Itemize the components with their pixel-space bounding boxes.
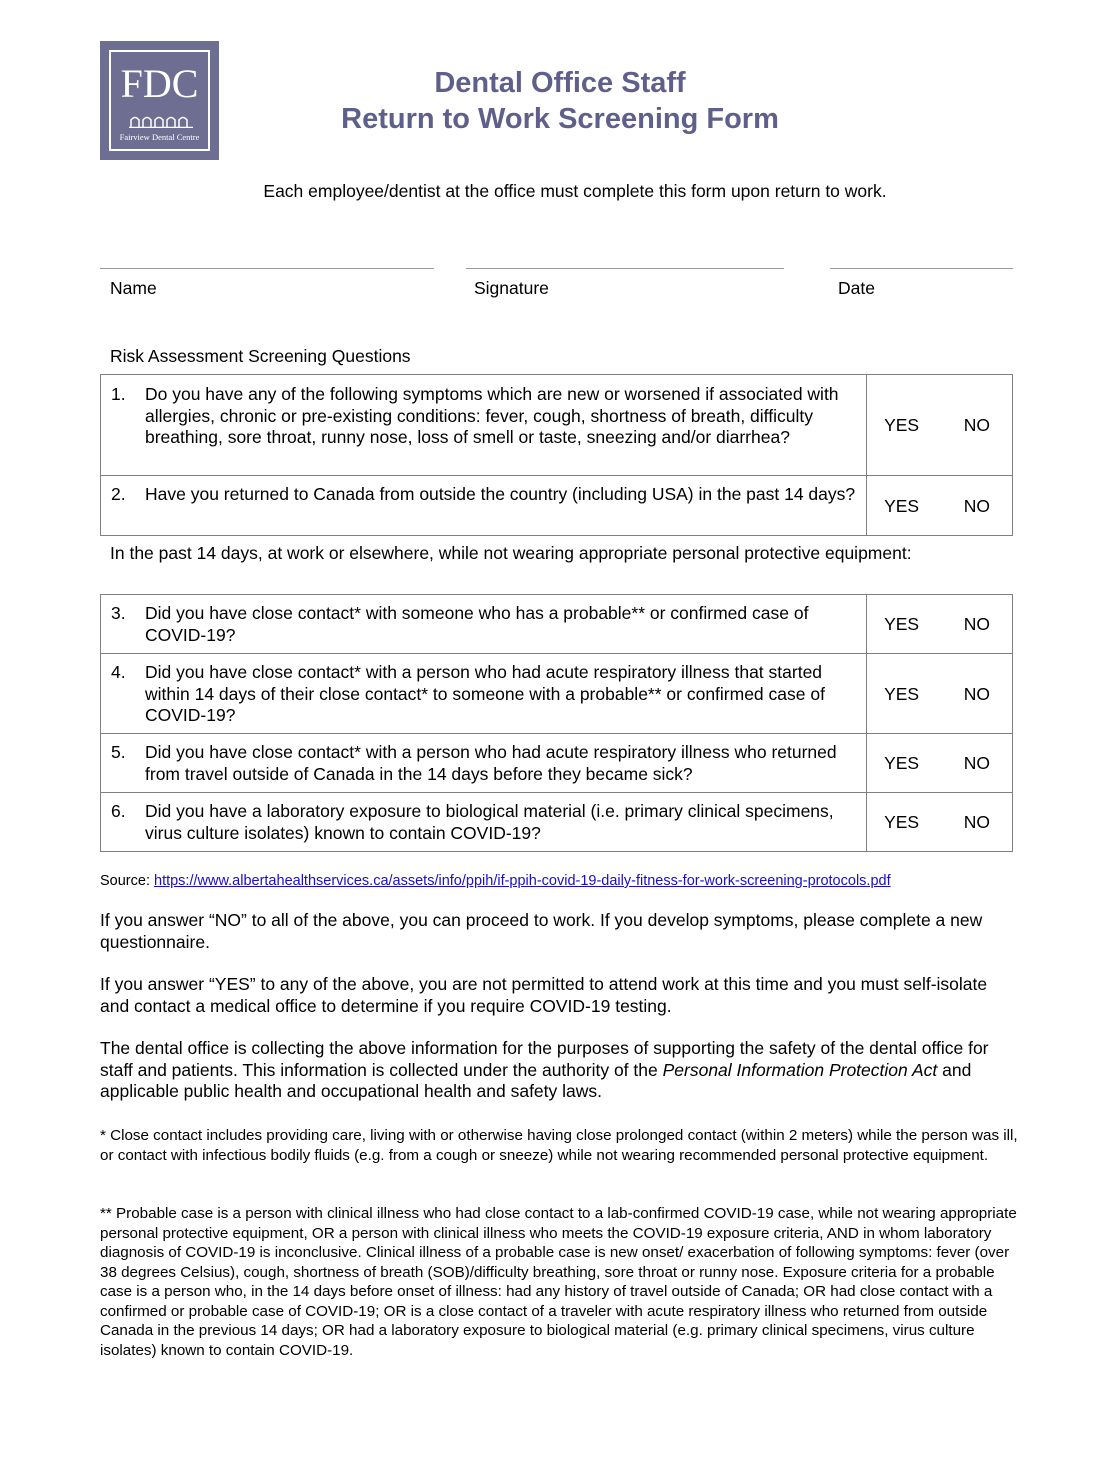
yes-option[interactable]: YES <box>884 753 920 773</box>
question-row <box>101 734 1013 793</box>
fdc-logo <box>100 41 219 160</box>
question-row <box>101 654 1013 734</box>
page-title-line1: Dental Office Staff <box>434 67 686 99</box>
yes-option[interactable]: YES <box>884 495 920 516</box>
no-option[interactable]: NO <box>963 683 990 704</box>
signature-label: Signature <box>474 278 549 298</box>
page-title-line2: Return to Work Screening Form <box>341 103 779 135</box>
question-number: 1. <box>111 384 126 404</box>
privacy-act-name: Personal Information Protection Act <box>662 1059 938 1080</box>
question-text: Do you have any of the following symptoms which are new or worsened if associated with allergies, chronic or pre-existing conditions: fever, cough, shortness of breath, difficulty breathing, sore throat, runny nose, loss of smell or taste, sneezing and/or diarrhea? <box>145 384 839 447</box>
question-number: 2. <box>111 484 126 504</box>
question-text: Did you have close contact* with someone who has a probable** or confirmed case of COVID-19? <box>145 603 809 645</box>
question-text: Did you have close contact* with a person who had acute respiratory illness that started within 14 days of their close contact* to someone with a probable** or confirmed case of COVID-19? <box>145 662 825 725</box>
yes-option[interactable]: YES <box>884 415 920 435</box>
privacy-text-start: The dental office is collecting the above information for the purposes of supporting the safety of the dental office for staff and patients. This information is collected under the authority of the <box>100 1038 989 1080</box>
question-number: 6. <box>111 801 126 821</box>
answer-yes-paragraph: If you answer “YES” to any of the above, you are not permitted to attend work at this time and you must self-isolate and contact a medical office to determine if you require COVID-19 testing. <box>100 974 988 1016</box>
privacy-paragraph <box>100 1038 1015 1103</box>
yes-option[interactable]: YES <box>884 614 920 634</box>
context-text: In the past 14 days, at work or elsewhere, while not wearing appropriate personal protective equipment: <box>110 543 912 563</box>
source-link[interactable]: https://www.albertahealthservices.ca/assets/info/ppih/if-ppih-covid-19-daily-fitness-for-work-screening-protocols.pdf <box>154 873 891 889</box>
question-number: 3. <box>111 603 126 623</box>
question-row <box>101 476 1013 536</box>
signature-field-line[interactable] <box>466 268 784 269</box>
question-row <box>101 595 1013 654</box>
no-option[interactable]: NO <box>963 753 990 773</box>
logo-letters: FDC <box>120 61 199 106</box>
answer-no-paragraph: If you answer “NO” to all of the above, you can proceed to work. If you develop symptoms, please complete a new questionnaire. <box>100 910 983 952</box>
questions-table-b <box>100 594 1013 852</box>
name-field-line[interactable] <box>100 268 434 269</box>
yes-option[interactable]: YES <box>884 812 920 832</box>
questions-table-a <box>100 374 1013 536</box>
intro-text: Each employee/dentist at the office must complete this form upon return to work. <box>263 181 887 201</box>
no-option[interactable]: NO <box>963 495 990 516</box>
date-label: Date <box>838 278 875 298</box>
no-option[interactable]: NO <box>963 415 990 435</box>
question-number: 5. <box>111 742 126 762</box>
privacy-text-end: and applicable public health and occupational health and safety laws. <box>100 1059 972 1101</box>
question-row <box>101 375 1013 476</box>
logo-frame <box>109 50 210 151</box>
question-row <box>101 793 1013 852</box>
question-number: 4. <box>111 662 126 682</box>
question-text: Have you returned to Canada from outside the country (including USA) in the past 14 days? <box>145 484 856 504</box>
question-text: Did you have a laboratory exposure to biological material (i.e. primary clinical specimens, virus culture isolates) known to contain COVID-19? <box>145 801 834 843</box>
no-option[interactable]: NO <box>963 614 990 634</box>
source-label: Source: <box>100 873 154 889</box>
question-text: Did you have close contact* with a person who had acute respiratory illness who returned from travel outside of Canada in the 14 days before they became sick? <box>145 742 837 784</box>
logo-arches-icon <box>129 114 193 128</box>
probable-case-footnote: ** Probable case is a person with clinical illness who had close contact to a lab-confirmed COVID-19 case, while not wearing appropriate personal protective equipment, OR a person with clinical illness who meets the COVID-19 exposure criteria, AND in whom laboratory diagnosis of COVID-19 is inconclusive. Clinical illness of a probable case is new onset/ exacerbation of following symptoms: fever (over 38 degrees Celsius), cough, shortness of breath (SOB)/difficulty breathing, sore throat or runny nose. Exposure criteria for a probable case is a person who, in the 14 days before onset of illness: had any history of travel outside of Canada; OR had close contact with a confirmed or probable case of COVID-19; OR is a close contact of a traveler with acute respiratory illness who returned from outside Canada in the previous 14 days; OR had a laboratory exposure to biological material (e.g. primary clinical specimens, virus culture isolates) known to contain COVID-19. <box>100 1205 1017 1359</box>
source-line <box>100 872 891 890</box>
section-label: Risk Assessment Screening Questions <box>110 346 411 366</box>
close-contact-footnote: * Close contact includes providing care, living with or otherwise having close prolonged contact (within 2 meters) while the person was ill, or contact with infectious bodily fluids (e.g. from a cough or sneeze) while not wearing recommended personal protective equipment. <box>100 1127 1018 1164</box>
no-option[interactable]: NO <box>963 812 990 832</box>
date-field-line[interactable] <box>830 268 1013 269</box>
yes-option[interactable]: YES <box>884 683 920 704</box>
name-label: Name <box>110 278 157 298</box>
logo-subtitle: Fairview Dental Centre <box>119 132 200 142</box>
